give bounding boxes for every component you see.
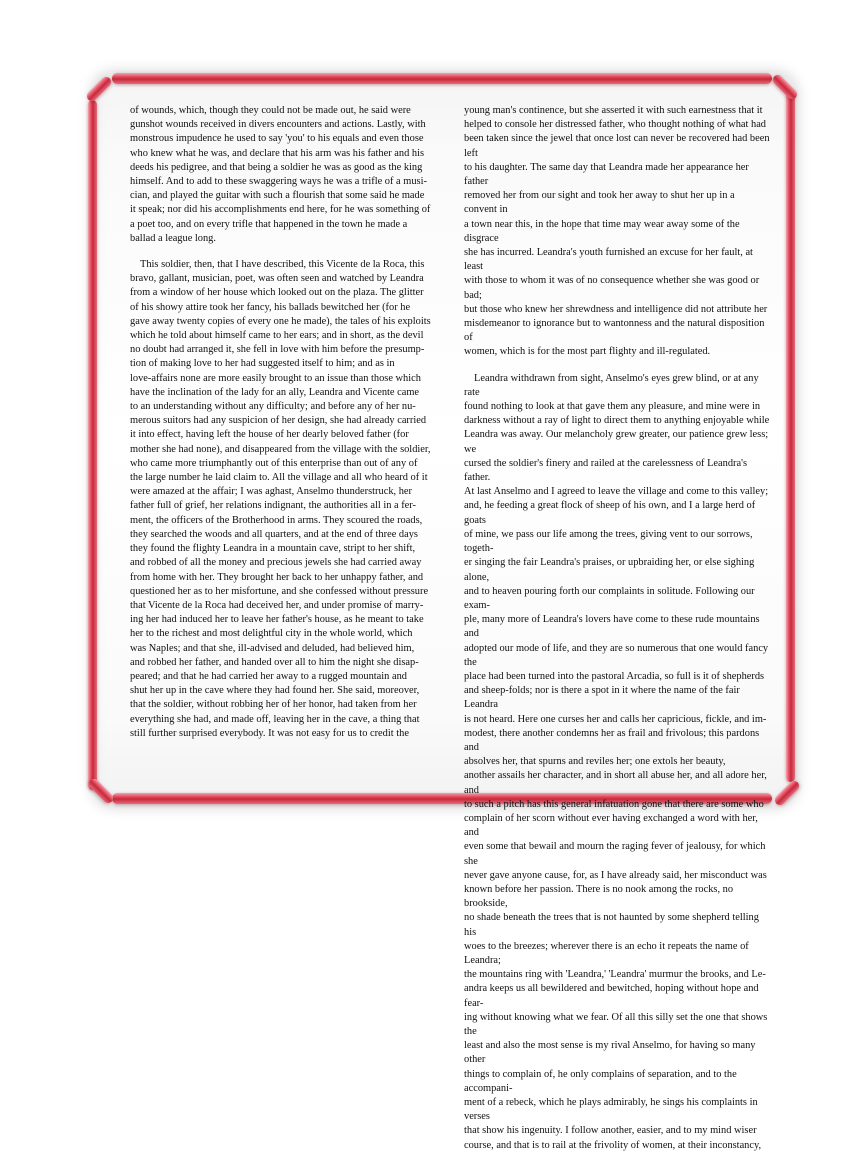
top-border-bar	[112, 73, 772, 84]
paragraph: of wounds, which, though they could not be made out, he said were gunshot wounds received in divers encounters and actions. Lastly, with monstrous impudence he used to say 'you' to his equals and even those who knew what he was, and declare that his arm was his father and his deeds his pedigree, and that being a soldier he was as good as the king himself. And to add to these swaggering ways he was a trifle of a musi- cian, and played the guitar with such a flourish that some said he made it speak; nor did his accomplishments end here, for he was something of a poet too, and on every trifle that happened in the town he made a ballad a league long.	[130, 105, 431, 244]
paragraph: This soldier, then, that I have described, this Vicente de la Roca, this bravo, gallant, musician, poet, was often seen and watched by Leandra from a window of her house which looked out on the plaza. The glitter of his showy attire took her fancy, his ballads bewitched her (for he gave away twenty copies of every one he made), the tales of his exploits which he told about himself came to her ears; and in short, as the devil no doubt had arranged it, she fell in love with him before the presump- tion of making love to her had suggested itself to him; and as in love-affairs none are more easily brought to an issue than those which have the inclination of the lady for an ally, Leandra and Vicente came to an understanding without any difficulty; and before any of her nu- merous suitors had any suspicion of her design, she had already carried it into effect, having left the house of her dearly beloved father (for mother she had none), and disappeared from the village with the soldier, who came more triumphantly out of this enterprise than out of any of the large number he laid claim to. All the village and all who heard of it were amazed at the affair; I was aghast, Anselmo thunderstruck, her father full of grief, her relations indignant, the authorities all in a fer- ment, the officers of the Brotherhood in arms. They scoured the roads, they searched the woods and all quarters, and at the end of three days they found the flighty Leandra in a mountain cave, stript to her shift, and robbed of all the money and precious jewels she had carried away from home with her. They brought her back to her unhappy father, and questioned her as to her misfortune, and she confessed without pressure that Vicente de la Roca had deceived her, and under promise of marry- ing her had induced her to leave her father's house, as he meant to take her to the richest and most delightful city in the whole world, which was Naples; and that she, ill-advised and deluded, had believed him, and robbed her father, and handed over all to him the night she disap- peared; and that he had carried her away to a rugged mountain and shut her up in the cave where they had found her. She said, moreover, that the soldier, without robbing her of her honor, had taken from her everything she had, and made off, leaving her in the cave, a thing that still further surprised everybody. It was not easy for us to credit the	[130, 259, 431, 739]
left-border-bar	[88, 100, 97, 790]
paragraph: young man's continence, but she asserted it with such earnestness that it helped to console her distressed father, who thought nothing of what had been taken since the jewel that once lost can never be recovered had been left to his daughter. The same day that Leandra made her appearance her father removed her from our sight and took her away to shut her up in a convent in a town near this, in the hope that time may wear away some of the disgrace she has incurred. Leandra's youth furnished an excuse for her fault, at least with those to whom it was of no consequence whether she was good or bad; but those who knew her shrewdness and intelligence did not attribute her misdemeanor to ignorance but to wantonness and the natural disposition of women, which is for the most part flighty and ill-regulated.	[464, 105, 770, 358]
left-column	[130, 104, 436, 786]
right-border-bar	[786, 92, 795, 782]
paragraph: Leandra withdrawn from sight, Anselmo's eyes grew blind, or at any rate found nothing to look at that gave them any pleasure, and mine were in darkness without a ray of light to direct them to anything enjoyable while Leandra was away. Our melancholy grew greater, our patience grew less; we cursed the soldier's finery and railed at the carelessness of Leandra's father. At last Anselmo and I agreed to leave the village and come to this valley; and, he feeding a great flock of sheep of his own, and I a large herd of goats of mine, we pass our life among the trees, giving vent to our sorrows, togeth- er singing the fair Leandra's praises, or upbraiding her, or else sighing alone, and to heaven pouring forth our complaints in solitude. Following our exam- ple, many more of Leandra's lovers have come to these rude mountains and adopted our mode of life, and they are so numerous that one would fancy the place had been turned into the pastoral Arcadia, so full is it of shepherds and sheep-folds; nor is there a spot in it where the name of the fair Leandra is not heard. Here one curses her and calls her capricious, fickle, and im- modest, there another condemns her as frail and frivolous; this pardons and absolves her, that spurns and reviles her; one extols her beauty, another assails her character, and in short all abuse her, and all adore her, and to such a pitch has this general infatuation gone that there are some who complain of her scorn without ever having exchanged a word with her, and even some that bewail and mourn the raging fever of jealousy, for which she never gave anyone cause, for, as I have already said, her misconduct was known before her passion. There is no nook among the rocks, no brookside, no shade beneath the trees that is not haunted by some shepherd telling his woes to the breezes; wherever there is an echo it repeats the name of Leandra; the mountains ring with 'Leandra,' 'Leandra' murmur the brooks, and Le- andra keeps us all bewildered and bewitched, hoping without hope and fear- ing without knowing what we fear. Of all this silly set the one that shows the least and also the most sense is my rival Anselmo, for having so many other things to complain of, he only complains of separation, and to the accompani- ment of a rebeck, which he plays admirably, he sings his complaints in verses that show his ingenuity. I follow another, easier, and to my mind wiser course, and that is to rail at the frivolity of women, at their inconstancy,	[464, 372, 770, 1151]
document-body	[130, 104, 770, 1151]
right-column	[464, 104, 770, 1151]
